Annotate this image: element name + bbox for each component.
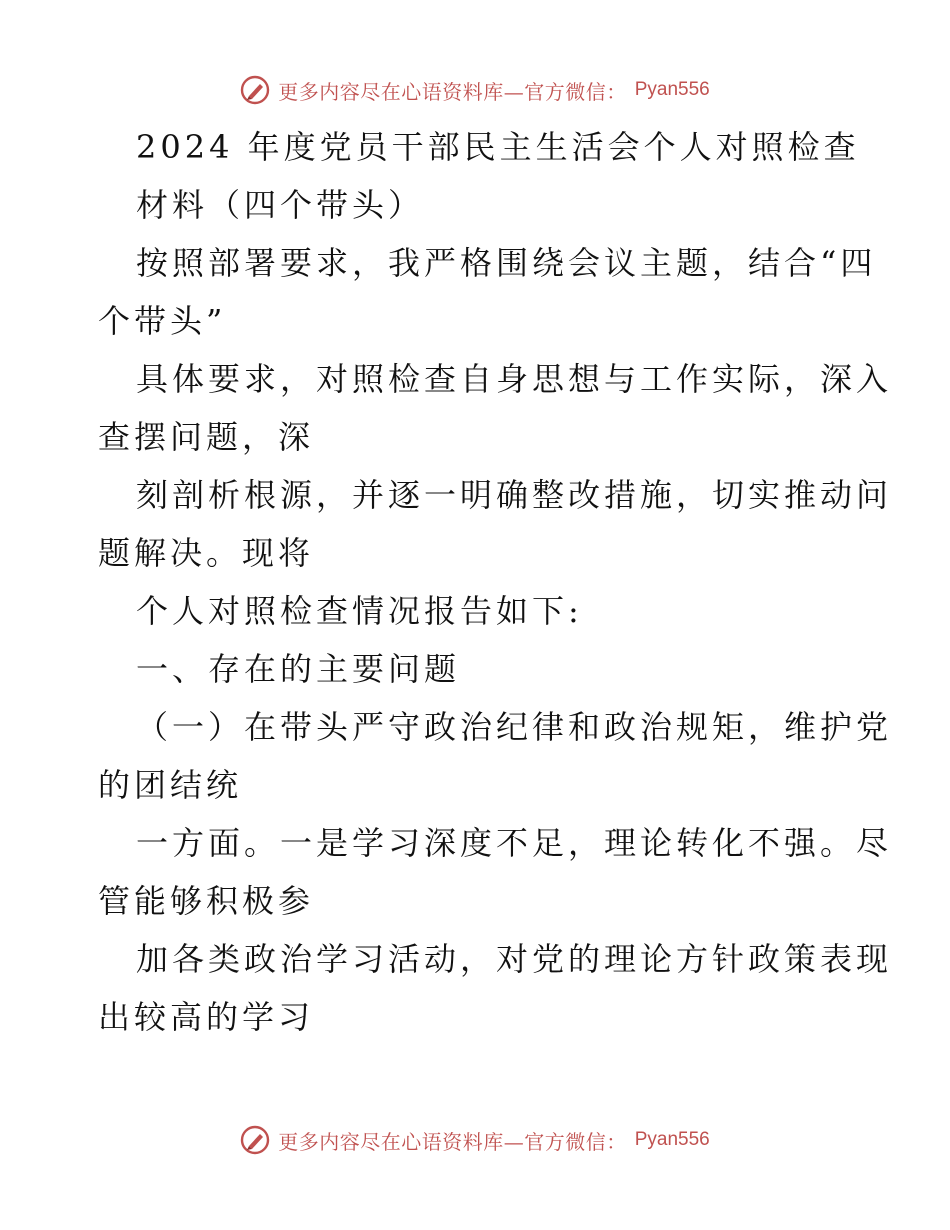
watermark-text: 更多内容尽在心语资料库—官方微信：	[278, 79, 627, 104]
doc-line-11: （一）在带头严守政治纪律和政治规矩，维护党	[136, 708, 893, 746]
doc-line-10: 一、存在的主要问题	[136, 650, 461, 688]
doc-line-14: 管能够积极参	[98, 882, 315, 920]
doc-line-13: 一方面。一是学习深度不足，理论转化不强。尽	[136, 824, 893, 862]
doc-line-3: 按照部署要求，我严格围绕会议主题，结合“四	[136, 244, 877, 282]
doc-line-5: 具体要求，对照检查自身思想与工作实际，深入	[136, 360, 893, 398]
watermark-account: Pyan556	[634, 79, 710, 100]
doc-line-6: 查摆问题，深	[98, 418, 315, 456]
doc-line-4: 个带头”	[98, 302, 227, 340]
doc-line-7: 刻剖析根源，并逐一明确整改措施，切实推动问	[136, 476, 893, 514]
document-body	[98, 118, 893, 1046]
footer-watermark	[0, 1120, 950, 1160]
pen-logo-icon	[240, 1125, 270, 1155]
doc-line-12: 的团结统	[98, 766, 243, 804]
doc-line-15: 加各类政治学习活动，对党的理论方针政策表现	[136, 940, 893, 978]
doc-line-2: 材料（四个带头）	[136, 186, 425, 224]
watermark-text: 更多内容尽在心语资料库—官方微信：	[278, 1129, 627, 1154]
pen-logo-icon	[240, 75, 270, 105]
doc-line-1: 2024 年度党员干部民主生活会个人对照检查	[136, 128, 860, 166]
doc-line-8: 题解决。现将	[98, 534, 315, 572]
header-watermark	[0, 70, 950, 110]
doc-line-16: 出较高的学习	[98, 998, 315, 1036]
watermark-account: Pyan556	[634, 1129, 710, 1150]
doc-line-9: 个人对照检查情况报告如下:	[136, 592, 583, 630]
